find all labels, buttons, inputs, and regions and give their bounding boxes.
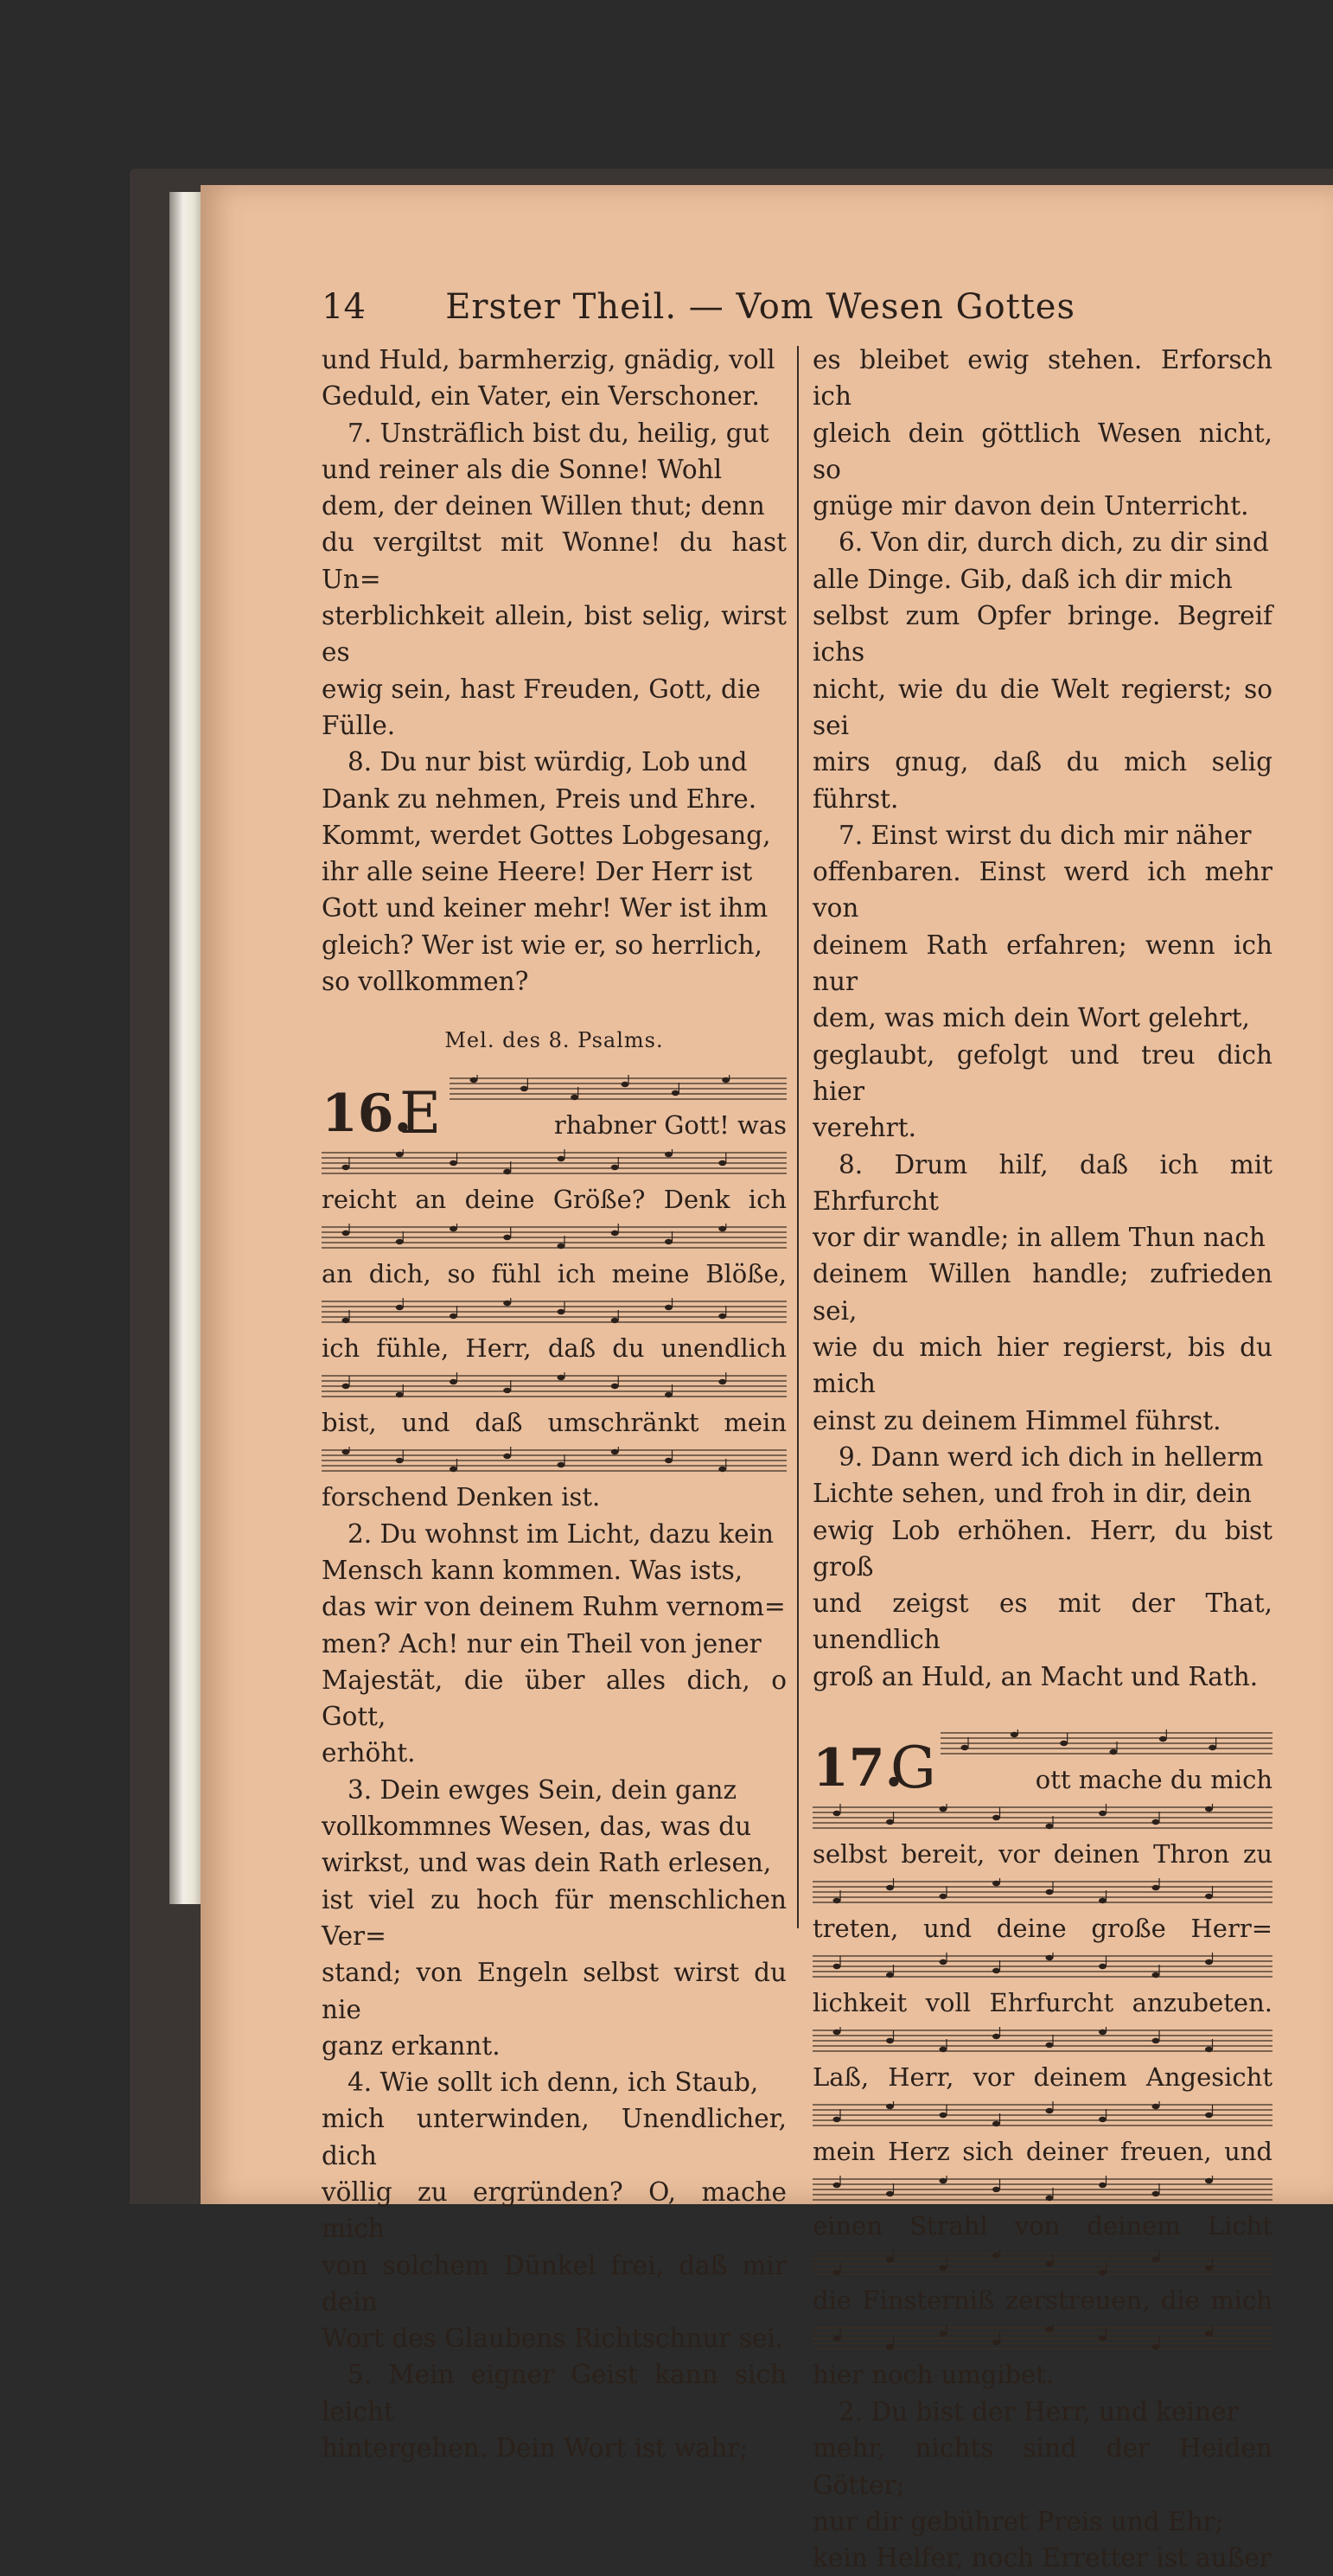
text-line: so vollkommen? — [322, 967, 529, 997]
text-line: Gott und keiner mehr! Wer ist ihm — [322, 893, 769, 924]
note-head — [886, 2104, 894, 2109]
text-line: ewig Lob erhöhen. Herr, du bist groß — [813, 1515, 1272, 1582]
music-staff — [450, 1075, 787, 1103]
note-head — [718, 1313, 726, 1318]
text-line: alle Dinge. Gib, daß ich dir mich — [813, 564, 1233, 594]
note-head — [503, 1300, 511, 1305]
text-line: stand; von Engeln selbst wirst du nie — [322, 1958, 787, 2024]
note-head — [665, 1238, 673, 1243]
lyric-line: Laß, Herr, vor deinem Angesicht — [813, 2061, 1272, 2092]
text-line: von solchem Dünkel frei, daß mir dein — [322, 2250, 787, 2317]
note-head — [1205, 1806, 1213, 1812]
note-head — [558, 1374, 565, 1379]
note-head — [940, 2113, 947, 2118]
note-head — [886, 2344, 894, 2349]
note-head — [1152, 2191, 1160, 2196]
note-head — [558, 1461, 565, 1467]
page-number: 14 — [322, 287, 366, 327]
text-line: 8. Du nur bist würdig, Lob und — [348, 747, 748, 777]
note-head — [833, 1964, 841, 1969]
right-column — [813, 342, 1272, 2576]
note-head — [1099, 2117, 1107, 2122]
note-head — [450, 1225, 457, 1230]
music-staff — [322, 1298, 787, 1326]
note-head — [450, 1378, 457, 1384]
text-line: men? Ach! nur ein Theil von jener — [322, 1628, 762, 1659]
note-head — [396, 1457, 404, 1462]
text-line: offenbaren. Einst werd ich mehr von — [813, 857, 1272, 924]
lyric-line: selbst bereit, vor deinen Thron zu — [813, 1838, 1272, 1869]
text-line: deinem Willen handle; zufrieden sei, — [813, 1259, 1272, 1326]
note-head — [342, 1383, 350, 1388]
note-head — [1205, 2178, 1213, 2183]
text-line: Geduld, ein Vater, ein Verschoner. — [322, 381, 760, 412]
text-line: erhöht. — [322, 1738, 416, 1768]
note-head — [1205, 1959, 1213, 1965]
note-head — [503, 1168, 511, 1173]
text-line: nur dir gebühret Preis und Ehr; — [813, 2506, 1224, 2536]
lyric-line: lichkeit voll Ehrfurcht anzubeten. — [813, 1987, 1272, 2017]
verse-7 — [322, 415, 787, 745]
note-head — [1209, 1745, 1216, 1750]
music-staff — [941, 1729, 1272, 1757]
text-line: Wort des Glaubens Richtschnur sei. — [322, 2324, 784, 2354]
first-staff-block — [450, 1070, 787, 1144]
page-edges — [169, 192, 204, 1904]
note-head — [886, 2257, 894, 2262]
note-head — [992, 2034, 1000, 2039]
lyric-line: an dich, so fühl ich meine Blöße, — [322, 1258, 787, 1288]
text-line: dem, der deinen Willen thut; denn — [322, 491, 765, 521]
note-head — [886, 1819, 894, 1825]
melody-note: Mel. des 8. Psalms. — [444, 1028, 664, 1053]
text-line: das wir von deinem Ruhm vernom= — [322, 1592, 786, 1622]
text-line: mehr, nichts sind der Heiden Götter; — [813, 2433, 1272, 2500]
text-line: 8. Drum hilf, daß ich mit Ehrfurcht — [813, 1149, 1272, 1216]
text-line: 3. Dein ewges Sein, dein ganz — [348, 1774, 737, 1805]
music-staff — [322, 1447, 787, 1474]
text-line: du vergiltst mit Wonne! du hast Un= — [322, 527, 787, 594]
music-staff — [813, 2250, 1272, 2278]
hymn-heading — [813, 1729, 1272, 1799]
staff-drawing — [322, 1224, 787, 1251]
text-line: ganz erkannt. — [322, 2030, 501, 2061]
text-line: 7. Einst wirst du dich mir näher — [839, 820, 1252, 850]
note-head — [396, 1151, 404, 1156]
note-head — [1205, 2266, 1213, 2271]
hymn-number: 16. — [322, 1083, 412, 1144]
note-head — [611, 1164, 619, 1169]
note-head — [718, 1466, 726, 1471]
hymn-number: 17. — [813, 1737, 903, 1799]
note-head — [940, 2331, 947, 2336]
note-head — [503, 1234, 511, 1239]
note-head — [992, 2253, 1000, 2258]
text-line: Kommt, werdet Gottes Lobgesang, — [322, 820, 771, 850]
note-head — [342, 1448, 350, 1454]
note-head — [558, 1308, 565, 1314]
note-head — [450, 1313, 457, 1318]
text-line: 9. Dann werd ich dich in hellerm — [839, 1441, 1264, 1472]
text-line: groß an Huld, an Macht und Rath. — [813, 1661, 1259, 1691]
text-line: und reiner als die Sonne! Wohl — [322, 454, 723, 484]
note-head — [622, 1081, 629, 1086]
verse-5 — [322, 2356, 787, 2466]
music-staff — [813, 2324, 1272, 2352]
note-head — [470, 1077, 478, 1082]
note-head — [1152, 1972, 1160, 1978]
text-line: vor dir wandle; in allem Thun nach — [813, 1223, 1266, 1253]
note-head — [558, 1155, 565, 1160]
note-head — [1046, 2327, 1054, 2332]
note-head — [833, 2336, 841, 2341]
music-staff — [813, 1953, 1272, 1980]
note-head — [1205, 1894, 1213, 1899]
verse-3 — [322, 1772, 787, 2064]
note-head — [718, 1378, 726, 1384]
note-head — [1046, 2196, 1054, 2201]
note-head — [342, 1230, 350, 1235]
text-line: mirs gnug, daß du mich selig führst. — [813, 747, 1272, 814]
text-line: Dank zu nehmen, Preis und Ehre. — [322, 783, 757, 814]
note-head — [1099, 1898, 1107, 1903]
page-header — [322, 285, 1075, 329]
note-head — [1152, 2104, 1160, 2109]
note-head — [940, 1959, 947, 1965]
note-head — [450, 1160, 457, 1165]
note-head — [1205, 2331, 1213, 2336]
right-intro — [813, 342, 1272, 524]
note-head — [1046, 1824, 1054, 1829]
music-staff — [813, 2027, 1272, 2055]
drop-cap: G — [890, 1734, 936, 1801]
note-head — [342, 1164, 350, 1169]
hymn-17 — [813, 1729, 1272, 2394]
note-head — [722, 1077, 730, 1082]
note-head — [992, 2187, 1000, 2192]
staff-drawing — [322, 1447, 787, 1474]
note-head — [1011, 1732, 1018, 1737]
verse-7 — [813, 817, 1272, 1147]
note-head — [1152, 1819, 1160, 1825]
note-head — [961, 1745, 969, 1750]
note-head — [1046, 2261, 1054, 2266]
music-staff — [813, 2101, 1272, 2129]
text-line: einst zu deinem Himmel führst. — [813, 1405, 1221, 1435]
music-staff — [813, 1804, 1272, 1831]
text-line: 2. Du wohnst im Licht, dazu kein — [348, 1518, 775, 1549]
note-head — [992, 2340, 1000, 2345]
text-line: 5. Mein eigner Geist kann sich leicht — [322, 2360, 787, 2426]
left-intro — [322, 342, 787, 415]
note-head — [1152, 1885, 1160, 1890]
text-line: gleich? Wer ist wie er, so herrlich, — [322, 930, 762, 960]
note-head — [1205, 2113, 1213, 2118]
lyric-line: mein Herz sich deiner freuen, und — [813, 2136, 1272, 2166]
note-head — [665, 1391, 673, 1397]
note-head — [1205, 2047, 1213, 2052]
note-head — [833, 1811, 841, 1816]
note-head — [1099, 1964, 1107, 1969]
staff-drawing — [813, 2324, 1272, 2352]
drop-cap: E — [399, 1079, 442, 1147]
note-head — [558, 1243, 565, 1248]
verse-8 — [322, 744, 787, 1000]
note-head — [833, 2183, 841, 2188]
note-head — [611, 1317, 619, 1322]
text-line: sterblichkeit allein, bist selig, wirst es — [322, 601, 787, 668]
music-staff — [322, 1224, 787, 1251]
note-head — [718, 1160, 726, 1165]
note-head — [571, 1094, 578, 1099]
staff-drawing — [941, 1729, 1272, 1757]
note-head — [886, 1972, 894, 1978]
note-head — [1110, 1749, 1118, 1755]
note-head — [450, 1466, 457, 1471]
lyric-line: einen Strahl von deinem Licht — [813, 2210, 1272, 2240]
note-head — [992, 1815, 1000, 1820]
note-head — [611, 1383, 619, 1388]
note-head — [665, 1151, 673, 1156]
text-line: ewig sein, hast Freuden, Gott, die — [322, 674, 761, 704]
note-head — [992, 1881, 1000, 1886]
note-head — [1099, 2270, 1107, 2275]
note-head — [992, 2121, 1000, 2126]
note-head — [1046, 2108, 1054, 2113]
verse-8 — [813, 1147, 1272, 1439]
note-head — [718, 1225, 726, 1230]
text-line: hintergehen. Dein Wort ist wahr; — [322, 2433, 749, 2464]
text-line: kein Helfer, noch Erretter ist außer — [813, 2543, 1272, 2573]
note-head — [1099, 2029, 1107, 2035]
note-head — [940, 2266, 947, 2271]
staff-drawing — [813, 2101, 1272, 2129]
note-head — [520, 1085, 528, 1090]
note-head — [665, 1304, 673, 1309]
note-head — [396, 1304, 404, 1309]
text-line: gnüge mir davon dein Unterricht. — [813, 491, 1249, 521]
note-head — [1099, 2336, 1107, 2341]
note-head — [833, 2117, 841, 2122]
note-head — [396, 1391, 404, 1397]
music-staff — [813, 2176, 1272, 2203]
note-head — [886, 2191, 894, 2196]
lyric-line: bist, und daß umschränkt mein — [322, 1407, 787, 1437]
note-head — [665, 1457, 673, 1462]
staff-drawing — [322, 1298, 787, 1326]
text-line: Lichte sehen, und froh in dir, dein — [813, 1479, 1252, 1509]
hymn-16 — [322, 1075, 787, 1516]
text-line: dem, was mich dein Wort gelehrt, — [813, 1003, 1250, 1033]
text-line: 4. Wie sollt ich denn, ich Staub, — [348, 2068, 759, 2098]
column-divider — [797, 346, 799, 1928]
lyric-line: ich fühle, Herr, daß du unendlich — [322, 1333, 787, 1363]
staff-drawing — [813, 2250, 1272, 2278]
note-head — [396, 1238, 404, 1243]
text-line: deinem Rath erfahren; wenn ich nur — [813, 930, 1272, 997]
note-head — [1152, 2344, 1160, 2349]
hymn-heading — [322, 1075, 787, 1147]
staff-drawing — [322, 1372, 787, 1400]
note-head — [1152, 2257, 1160, 2262]
note-head — [1159, 1736, 1167, 1742]
note-head — [342, 1317, 350, 1322]
text-line: vollkommnes Wesen, das, was du — [322, 1812, 752, 1842]
lyric-line: reicht an deine Größe? Denk ich — [322, 1184, 787, 1214]
staff-drawing — [813, 1878, 1272, 1906]
note-head — [1099, 1811, 1107, 1816]
music-staff — [322, 1372, 787, 1400]
staff-drawing — [813, 2027, 1272, 2055]
note-head — [1152, 2038, 1160, 2043]
staff-drawing — [813, 1953, 1272, 1980]
lyric-line: hier noch umgibet. — [813, 2359, 1055, 2389]
left-column — [322, 342, 787, 2466]
text-line: ist viel zu hoch für menschlichen Ver= — [322, 1884, 787, 1951]
note-head — [833, 1898, 841, 1903]
first-staff-block — [941, 1724, 1272, 1799]
lyric-line: rhabner Gott! was — [553, 1109, 787, 1140]
note-head — [833, 2270, 841, 2275]
note-head — [503, 1453, 511, 1458]
text-line: 6. Von dir, durch dich, zu dir sind — [839, 527, 1269, 558]
note-head — [611, 1448, 619, 1454]
note-head — [1046, 2042, 1054, 2048]
text-line: verehrt. — [813, 1113, 917, 1143]
verse-9 — [813, 1439, 1272, 1695]
text-line: und zeigst es mit der That, unendlich — [813, 1588, 1272, 1655]
note-head — [992, 1968, 1000, 1973]
text-line: 2. Du bist der Herr, und keiner — [839, 2396, 1239, 2426]
staff-drawing — [450, 1075, 787, 1103]
text-line: Mensch kann kommen. Was ists, — [322, 1555, 743, 1585]
text-line: und Huld, barmherzig, gnädig, voll — [322, 345, 775, 374]
text-line: völlig zu ergründen? O, mache mich — [322, 2176, 787, 2244]
note-head — [1099, 2183, 1107, 2188]
text-line: es bleibet ewig stehen. Erforsch ich — [813, 345, 1272, 412]
text-line: Fülle. — [322, 710, 396, 740]
note-head — [940, 2047, 947, 2052]
text-line: geglaubt, gefolgt und treu dich hier — [813, 1039, 1272, 1106]
note-head — [940, 1894, 947, 1899]
staff-drawing — [322, 1149, 787, 1177]
note-head — [1046, 1889, 1054, 1895]
music-staff — [813, 1878, 1272, 1906]
text-line: wirkst, und was dein Rath erlesen, — [322, 1848, 772, 1878]
text-line: nicht, wie du die Welt regierst; so sei — [813, 674, 1272, 740]
note-head — [886, 1885, 894, 1890]
lyric-line: ott mache du mich — [1035, 1764, 1272, 1794]
note-head — [1060, 1741, 1068, 1746]
note-head — [672, 1090, 679, 1095]
verse-2 — [813, 2394, 1272, 2576]
text-line: Majestät, die über alles dich, o Gott, — [322, 1665, 787, 1732]
music-staff — [322, 1149, 787, 1177]
note-head — [1046, 1955, 1054, 1960]
staff-drawing — [813, 2176, 1272, 2203]
text-line: selbst zum Opfer bringe. Begreif ichs — [813, 601, 1272, 668]
note-head — [503, 1387, 511, 1392]
note-head — [611, 1230, 619, 1235]
text-line: mich unterwinden, Unendlicher, dich — [322, 2104, 787, 2170]
staff-drawing — [813, 1804, 1272, 1831]
lyric-line: forschend Denken ist. — [322, 1481, 601, 1512]
lyric-line: treten, und deine große Herr= — [813, 1913, 1272, 1943]
note-head — [940, 2178, 947, 2183]
note-head — [886, 2038, 894, 2043]
text-line: ihr alle seine Heere! Der Herr ist — [322, 857, 753, 887]
text-line: wie du mich hier regierst, bis du mich — [813, 1333, 1272, 1399]
verse-4 — [322, 2064, 787, 2356]
lyric-line: die Finsterniß zerstreuen, die mich — [813, 2285, 1272, 2315]
running-title: Erster Theil. — Vom Wesen Gottes — [445, 287, 1075, 327]
text-line: gleich dein göttlich Wesen nicht, so — [813, 418, 1272, 484]
note-head — [833, 2029, 841, 2035]
text-line: 7. Unsträflich bist du, heilig, gut — [348, 418, 769, 448]
verse-2 — [322, 1516, 787, 1772]
note-head — [940, 1806, 947, 1812]
verse-6 — [813, 524, 1272, 816]
